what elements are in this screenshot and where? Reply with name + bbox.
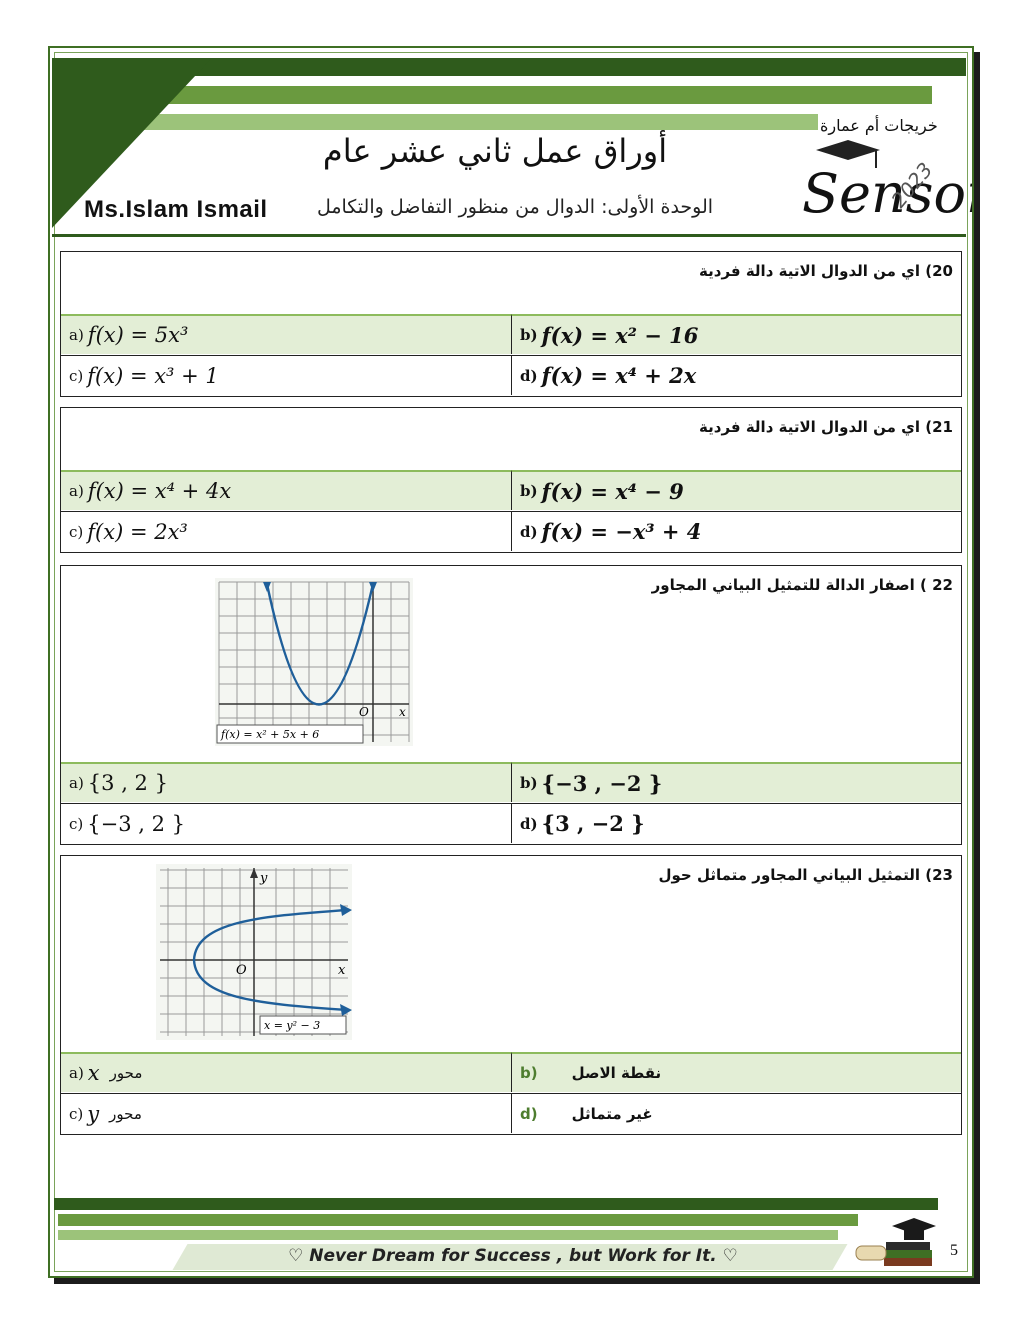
option-expression: f(x) = −x³ + 4 bbox=[541, 519, 702, 544]
option-a[interactable] bbox=[61, 314, 511, 354]
question-20 bbox=[60, 251, 962, 397]
option-letter: d) bbox=[520, 366, 538, 385]
footer-stripe-1 bbox=[54, 1198, 938, 1210]
option-word: نقطة الاصل bbox=[571, 1064, 662, 1082]
option-a[interactable] bbox=[61, 762, 511, 802]
option-d[interactable] bbox=[511, 511, 961, 551]
option-c[interactable] bbox=[61, 803, 511, 843]
graph-label: x = y² − 3 bbox=[264, 1019, 321, 1032]
logo-year: 2023 bbox=[886, 157, 938, 213]
option-expression: f(x) = x⁴ + 2x bbox=[541, 363, 697, 388]
page-title: أوراق عمل ثاني عشر عام bbox=[322, 132, 668, 170]
page-number: 5 bbox=[950, 1242, 958, 1259]
option-word: غير متماثل bbox=[571, 1104, 653, 1123]
option-letter: a) bbox=[69, 1064, 84, 1082]
graph-origin: O bbox=[359, 705, 369, 719]
graph-origin: O bbox=[236, 963, 247, 978]
question-text: 23) التمثيل البياني المجاور متماثل حول bbox=[658, 866, 953, 884]
sensor-logo bbox=[796, 140, 972, 232]
option-b[interactable] bbox=[511, 314, 961, 354]
option-expression: f(x) = x² − 16 bbox=[541, 322, 699, 348]
parabola-graph bbox=[215, 578, 413, 746]
brand-caption: خريجات أم عمارة bbox=[820, 116, 938, 135]
option-letter: b) bbox=[520, 774, 538, 792]
heart-icon: ♡ bbox=[288, 1246, 304, 1266]
option-word: محور bbox=[109, 1064, 143, 1082]
option-letter: a) bbox=[69, 326, 84, 344]
option-letter: c) bbox=[69, 522, 84, 541]
option-letter: a) bbox=[69, 482, 84, 500]
option-letter: d) bbox=[520, 522, 538, 541]
option-b[interactable] bbox=[511, 470, 961, 510]
option-letter: d) bbox=[520, 814, 538, 833]
motto-text: Never Dream for Success , but Work for It. bbox=[309, 1246, 717, 1266]
graph-axis-x: x bbox=[338, 963, 346, 978]
option-d[interactable] bbox=[511, 1093, 961, 1133]
option-expression: f(x) = x⁴ − 9 bbox=[541, 478, 684, 504]
option-letter: c) bbox=[69, 1104, 84, 1123]
logo-text: Senso bbox=[802, 162, 966, 225]
option-letter: c) bbox=[69, 814, 84, 833]
option-c[interactable] bbox=[61, 1093, 511, 1133]
question-22 bbox=[60, 565, 962, 845]
question-text: 21) اي من الدوال الاتية دالة فردية bbox=[699, 418, 953, 436]
option-c[interactable] bbox=[61, 355, 511, 395]
question-text: 22 ) اصفار الدالة للتمثيل البياني المجاور bbox=[651, 576, 953, 594]
option-letter: b) bbox=[520, 482, 538, 500]
option-expression: f(x) = 2x³ bbox=[87, 519, 188, 544]
teacher-name: Ms.Islam Ismail bbox=[84, 196, 268, 223]
option-a[interactable] bbox=[61, 1052, 511, 1092]
option-d[interactable] bbox=[511, 355, 961, 395]
option-expression: {3 , 2 } bbox=[87, 771, 168, 795]
unit-subtitle: الوحدة الأولى: الدوال من منظور التفاضل والتكامل bbox=[316, 196, 714, 218]
option-b[interactable] bbox=[511, 762, 961, 802]
option-word: محور bbox=[109, 1104, 142, 1123]
graduation-books-icon bbox=[852, 1216, 938, 1270]
option-a[interactable] bbox=[61, 470, 511, 510]
option-letter: a) bbox=[69, 774, 84, 792]
sideways-parabola-graph bbox=[156, 864, 352, 1040]
option-expression: f(x) = x⁴ + 4x bbox=[87, 479, 232, 503]
option-expression: {−3 , 2 } bbox=[87, 811, 186, 836]
option-d[interactable] bbox=[511, 803, 961, 843]
option-letter: b) bbox=[520, 1064, 538, 1082]
option-variable: y bbox=[87, 1101, 100, 1126]
option-c[interactable] bbox=[61, 511, 511, 551]
option-letter: b) bbox=[520, 326, 538, 344]
question-21 bbox=[60, 407, 962, 553]
header-divider bbox=[52, 234, 966, 237]
option-letter: c) bbox=[69, 366, 84, 385]
footer-stripe-3 bbox=[58, 1230, 838, 1240]
option-expression: f(x) = x³ + 1 bbox=[87, 363, 219, 388]
graph-axis-y: y bbox=[260, 871, 268, 886]
question-23 bbox=[60, 855, 962, 1135]
option-expression: f(x) = 5x³ bbox=[87, 323, 189, 347]
option-b[interactable] bbox=[511, 1052, 961, 1092]
option-expression: {3 , −2 } bbox=[541, 811, 645, 836]
question-text: 20) اي من الدوال الاتية دالة فردية bbox=[699, 262, 953, 280]
option-expression: {−3 , −2 } bbox=[541, 770, 663, 796]
footer-stripe-2 bbox=[58, 1214, 858, 1226]
graph-label: f(x) = x² + 5x + 6 bbox=[221, 728, 320, 741]
option-variable: x bbox=[87, 1061, 100, 1085]
heart-icon: ♡ bbox=[722, 1246, 738, 1266]
graph-axis-x: x bbox=[399, 705, 406, 719]
option-letter: d) bbox=[520, 1104, 538, 1123]
footer-motto bbox=[208, 1246, 818, 1266]
